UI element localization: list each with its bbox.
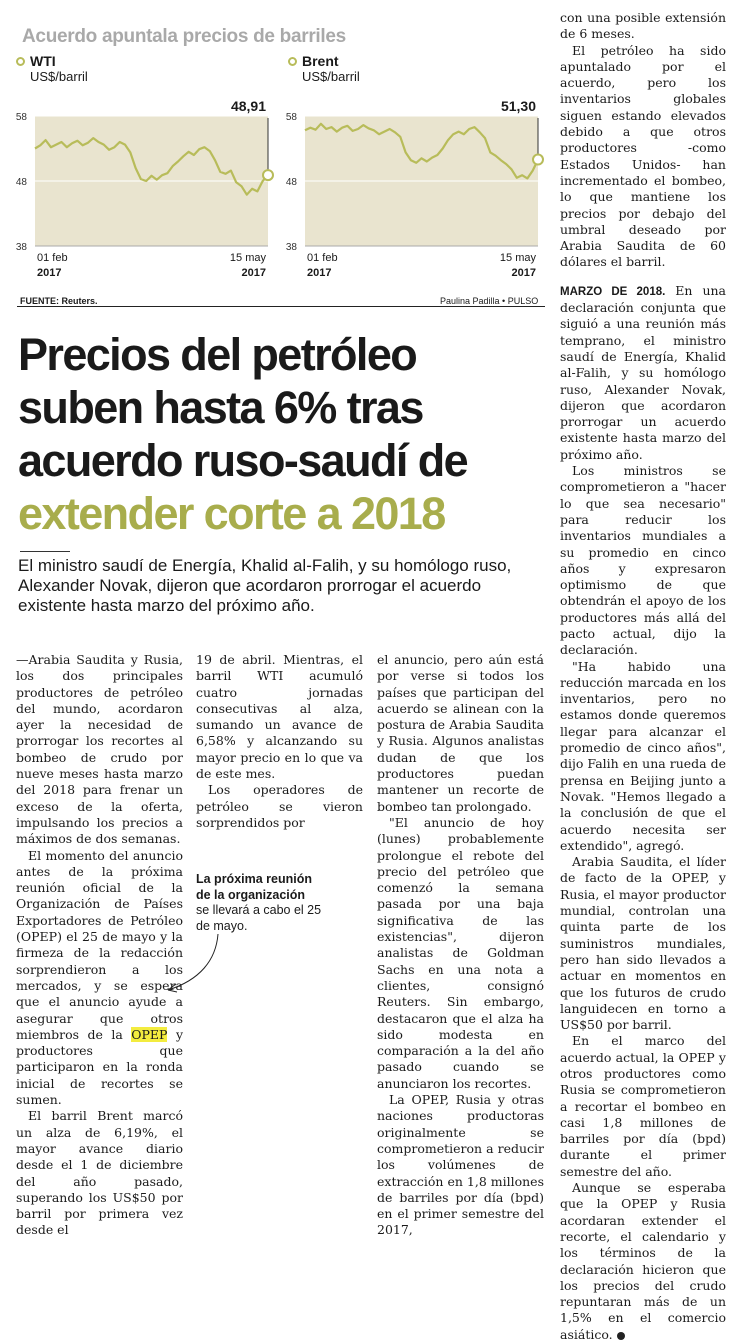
subhead: MARZO DE 2018. <box>560 285 666 298</box>
y-tick-label: 48 <box>15 177 27 188</box>
pull-quote-text: se llevará a cabo el 25 de mayo. <box>196 903 322 933</box>
x-tick-year: 2017 <box>307 267 332 279</box>
wti-legend <box>16 53 88 84</box>
headline <box>18 328 558 540</box>
paragraph: Los operadores de petróleo se vieron sorprendidos por <box>196 782 363 830</box>
chart-title: Acuerdo apuntala precios de barriles <box>22 26 346 47</box>
arrow-icon <box>160 930 230 1000</box>
paragraph: Aunque se esperaba que la OPEP y Rusia acordaran extender el recorte, el calendario y los términos de la declaración hicieron que los precios del crudo repuntaran más de un 1,5% en el comercio asiático. <box>560 1180 726 1342</box>
article-column-4 <box>560 10 726 1343</box>
article-column-1 <box>16 652 183 1239</box>
paragraph: En el marco del acuerdo actual, la OPEP y otros productores como Rusia se comprometieron a recortar el bombeo en casi 1,8 millones de barriles por día (bpd) durante el primer semestre del año. <box>560 1033 726 1179</box>
paragraph: MARZO DE 2018. En una declaración conjunta que siguió a una reunión más temprano, el ministro saudí de Energía, Khalid al-Falih, y su homólogo ruso, Alexander Novak, dijeron que acordaron prorrogar un acuerdo existente hasta marzo del próximo año. <box>560 282 726 462</box>
opep-highlight: OPEP <box>131 1026 168 1042</box>
brent-legend <box>288 53 360 84</box>
x-tick-year: 2017 <box>241 267 266 279</box>
paragraph: —Arabia Saudita y Rusia, los dos principales productores de petróleo del mundo, acordaron ayer la necesidad de prorrogar los recortes al bombeo de crudo por nueve meses hasta marzo del 2018 para frenar un exceso de la oferta, impulsando los precios a máximos de dos semanas. <box>16 652 183 847</box>
chart-credit: Paulina Padilla • PULSO <box>440 296 539 306</box>
y-tick-label: 58 <box>285 112 297 123</box>
paragraph: "Ha habido una reducción marcada en los inventarios, pero no estamos donde queremos llegar para alcanzar el promedio de cinco años", dijo Falih en una rueda de prensa en Beijing junto a Novak. "Hemos llegado a la conclusión de que el acuerdo necesita ser extendido", agregó. <box>560 658 726 853</box>
pull-quote <box>196 872 326 934</box>
paragraph: el anuncio, pero aún está por verse si todos los países que participan del acuerdo se alinean con la postura de Arabia Saudita y Rusia. Algunos analistas dudan de que los productores puedan mantener un recorte de bombeo tan prolongado. <box>377 652 544 814</box>
article-column-3 <box>377 652 544 1239</box>
wti-chart <box>0 90 280 290</box>
dek: El ministro saudí de Energía, Khalid al-Falih, y su homólogo ruso, Alexander Novak, dijeron que acordaron prorrogar el acuerdo existente hasta marzo del próximo año. <box>18 556 512 615</box>
y-tick-label: 58 <box>15 112 27 123</box>
last-value-label: 48,91 <box>230 98 266 114</box>
brent-unit: US$/barril <box>302 69 360 84</box>
last-value-marker <box>533 155 543 165</box>
paragraph: El barril Brent marcó un alza de 6,19%, el mayor avance diario desde el 1 de diciembre del año pasado, superando los US$50 por barril por primera vez desde el <box>16 1108 183 1238</box>
paragraph: El petróleo ha sido apuntalado por el acuerdo, pero los inventarios globales siguen estando elevados debido a que otros productores -como Estados Unidos- han incrementado el bombeo, lo que mantiene los precios por debajo del umbral deseado por Arabia Saudita de 60 dólares el barril. <box>560 42 726 270</box>
headline-line: acuerdo ruso-saudí de <box>18 435 468 486</box>
series-dot-icon <box>288 57 297 66</box>
paragraph: La OPEP, Rusia y otras naciones productoras originalmente se comprometieron a reducir los volúmenes de extracción en 1,8 millones de barriles por día (bpd) en el primer semestre del 2017, <box>377 1092 544 1238</box>
headline-green-line: extender corte a 2018 <box>18 488 445 539</box>
pull-quote-bold: La próxima reunión de la organización <box>196 872 312 902</box>
wti-unit: US$/barril <box>30 69 88 84</box>
brent-series-name: Brent <box>302 53 339 69</box>
x-tick-year: 2017 <box>511 267 536 279</box>
paragraph: "El anuncio de hoy (lunes) probablemente prolongue el rebote del precio del petróleo que comenzó la semana pasada por una baja significativa de las existencias", dijeron analistas de Goldman Sachs en una nota a clientes, consignó Reuters. Sin embargo, destacaron que el alza ha sido modesta en comparación a la del año pasado cuando se anunciaron los recortes. <box>377 814 544 1091</box>
series-dot-icon <box>16 57 25 66</box>
paragraph: Los ministros se comprometieron a "hacer lo que sea necesario" para reducir los inventarios mundiales a su promedio en cinco años y expresaron optimismo de que obtendrán el apoyo de los productores más allá del pacto actual, dijo la declaración. <box>560 463 726 658</box>
x-tick-label: 01 feb <box>307 252 338 264</box>
y-tick-label: 38 <box>15 242 27 253</box>
y-tick-label: 38 <box>285 242 297 253</box>
paragraph: Arabia Saudita, el líder de facto de la OPEP, y Rusia, el mayor productor mundial, controlan una quinta parte de los suministros mundiales, pero han sido llevados a actuar en momentos en que los futuros de crudo languidecen en torno a US$50 por barril. <box>560 854 726 1033</box>
y-tick-label: 48 <box>285 177 297 188</box>
headline-line: suben hasta 6% tras <box>18 382 423 433</box>
x-tick-year: 2017 <box>37 267 62 279</box>
last-value-label: 51,30 <box>500 98 536 114</box>
divider <box>17 306 545 307</box>
paragraph: 19 de abril. Mientras, el barril WTI acumuló cuatro jornadas consecutivas al alza, sumando un avance de 6,58% y alcanzando su mayor precio en lo que va de este mes. <box>196 652 363 782</box>
headline-line: Precios del petróleo <box>18 329 417 380</box>
paragraph: El momento del anuncio antes de la próxima reunión oficial de la Organización de Países Exportadores de Petróleo (OPEP) el 25 de mayo y la firmeza de la redacción sorprendieron a los mercados, y se espera que el anuncio ayude a asegurar que otros miembros de la OPEP y productores que participaron en la ronda inicial de recortes se sumen. <box>16 847 183 1108</box>
wti-series-name: WTI <box>30 53 56 69</box>
end-mark-icon <box>617 1332 625 1340</box>
paragraph: con una posible extensión de 6 meses. <box>560 10 726 42</box>
x-tick-label: 15 may <box>499 252 536 264</box>
x-tick-label: 01 feb <box>37 252 68 264</box>
x-tick-label: 15 may <box>229 252 266 264</box>
chart-source: FUENTE: Reuters. <box>20 296 98 306</box>
brent-chart <box>270 90 550 290</box>
article-column-2 <box>196 652 363 831</box>
dek-rule <box>20 551 70 552</box>
